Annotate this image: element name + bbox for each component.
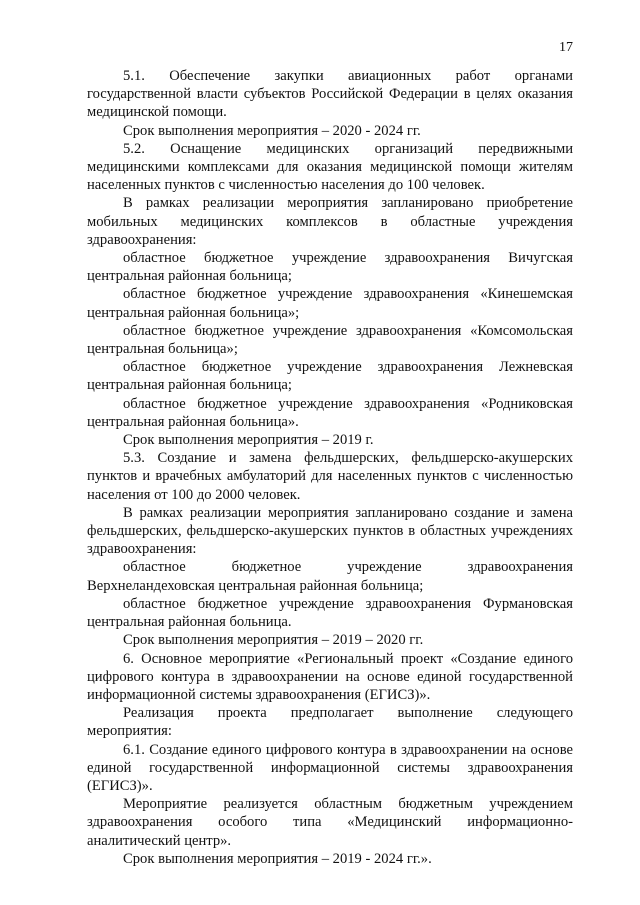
paragraph-deadline-5-2: Срок выполнения мероприятия – 2019 г.: [123, 432, 374, 449]
paragraph-institution-komsomolsk: областное бюджетное учреждение здравоохранения «Комсомольская центральная больница»;: [87, 322, 573, 358]
paragraph-institution-furmanov: областное бюджетное учреждение здравоохранения Фурмановская центральная районная больница.: [87, 595, 573, 631]
paragraph-deadline-5-1: Срок выполнения мероприятия – 2020 - 2024 гг.: [123, 122, 421, 139]
paragraph-6-intro: Реализация проекта предполагает выполнение следующего мероприятия:: [87, 705, 573, 740]
paragraph-institution-lezhnevo: областное бюджетное учреждение здравоохранения Лежневская центральная районная больница;: [87, 359, 573, 394]
paragraph-6-1: 6.1. Создание единого цифрового контура в здравоохранении на основе единой государственной информационной системы здравоохранения (ЕГИСЗ)».: [87, 741, 573, 794]
document-body: [87, 67, 573, 868]
paragraph-6-1-executor: Мероприятие реализуется областным бюджетным учреждением здравоохранения особого типа «Медицинский информационно-аналитический центр».: [87, 796, 573, 849]
paragraph-institution-rodniki: областное бюджетное учреждение здравоохранения «Родниковская центральная районная больница».: [87, 395, 573, 430]
paragraph-institution-vichuga: областное бюджетное учреждение здравоохранения Вичугская центральная районная больница;: [87, 250, 573, 285]
paragraph-institution-kineshma: областное бюджетное учреждение здравоохранения «Кинешемская центральная районная больница»;: [87, 286, 573, 321]
paragraph-5-2-intro: В рамках реализации мероприятия запланировано приобретение мобильных медицинских комплексов в областные учреждения здравоохранения:: [87, 195, 573, 248]
paragraph-5-3-intro: В рамках реализации мероприятия запланировано создание и замена фельдшерских, фельдшерско-акушерских пунктов в областных учреждениях здравоохранения:: [87, 504, 573, 558]
paragraph-5-2: 5.2. Оснащение медицинских организаций передвижными медицинскими комплексами для оказания медицинской помощи жителям населенных пунктов с численностью населения до 100 человек.: [87, 140, 573, 194]
paragraph-6: 6. Основное мероприятие «Региональный проект «Создание единого цифрового контура в здравоохранении на основе единой государственной информационной системы здравоохранения (ЕГИСЗ)».: [87, 650, 573, 703]
paragraph-deadline-5-3: Срок выполнения мероприятия – 2019 – 2020 гг.: [123, 632, 424, 649]
page-number: 17: [559, 40, 573, 55]
paragraph-institution-verkhniy-landekh: областное бюджетное учреждение здравоохранения Верхнеландеховская центральная районная больница;: [87, 559, 573, 594]
paragraph-5-3: 5.3. Создание и замена фельдшерских, фельдшерско-акушерских пунктов и врачебных амбулаторий для населенных пунктов с численностью населения от 100 до 2000 человек.: [87, 450, 573, 503]
paragraph-deadline-6: Срок выполнения мероприятия – 2019 - 2024 гг.».: [123, 850, 432, 867]
paragraph-5-1: 5.1. Обеспечение закупки авиационных работ органами государственной власти субъектов Российской Федерации в целях оказания медицинской помощи.: [87, 68, 573, 121]
